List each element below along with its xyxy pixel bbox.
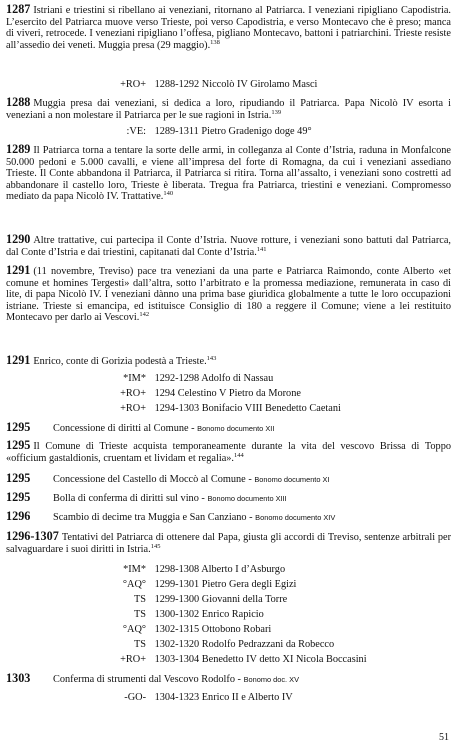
ruler-text: 1294 Celestino V Pietro da Morone (154, 388, 301, 399)
entry-year: 1290 (6, 232, 31, 246)
ruler-text: 1300-1302 Enrico Rapicio (154, 609, 264, 620)
source-ref: Bonomo documento XIII (207, 494, 287, 503)
ruler-mark: +RO+ (120, 388, 146, 399)
ruler-text: 1303-1304 Benedetto IV detto XI Nicola Boccasini (154, 654, 367, 665)
ruler-text: 1302-1320 Rodolfo Pedrazzani da Robecco (154, 639, 335, 650)
entry-text: Tentativi del Patriarca di ottenere dal Papa, giusta gli accordi di Treviso, sentenze arbitrali per salvaguardare i suoi diritti in Istria. (6, 532, 451, 555)
ruler-row (0, 403, 451, 415)
ruler-text: 1298-1308 Alberto I d’Asburgo (154, 564, 286, 575)
entry-text: Scambio di decime tra Muggia e San Canziano (53, 512, 247, 523)
source-ref: Bonomo documento XI (254, 475, 330, 484)
ruler-row (0, 624, 451, 636)
entry-text: (11 novembre, Treviso) pace tra veneziani da una parte e Patriarca Raimondo, conte Alberto «et comune et homines Tergesti» dall’altra, sotto l’arbitrato e la promessa mediazione, remunerata in caso di lite, di papa Nicolò IV. I veneziani dànno una prima base giuridica globalmente a tutte le loro occupazioni istriane. Trieste si emancipa, ed istituisce Consiglio di 180 a reggere il Comune; viene a lei restituito Montecavo per darlo ai Vescovi. (6, 266, 451, 324)
entry-1296: 1296 Scambio di decime tra Muggia e San Canziano - Bonomo documento XIV (6, 509, 336, 523)
entry-1295-vino: 1295 Bolla di conferma di diritti sul vino - Bonomo documento XIII (6, 490, 287, 504)
entry-year: 1295 (6, 420, 31, 434)
ruler-text: 1292-1298 Adolfo di Nassau (154, 373, 274, 384)
ruler-row (0, 126, 451, 138)
entry-1296-1307 (6, 531, 451, 555)
footnote-ref: 139 (271, 108, 282, 116)
entry-1287 (6, 4, 451, 51)
page-number: 51 (439, 732, 449, 743)
source-ref: Bonomo documento XII (197, 424, 275, 433)
ruler-row (0, 564, 451, 576)
entry-text: Bolla di conferma di diritti sul vino (53, 493, 199, 504)
entry-year: 1295 (6, 490, 31, 504)
ruler-mark: +RO+ (120, 654, 146, 665)
entry-text: Il Comune di Trieste acquista temporaneamente durante la vita del vescovo Brissa di Toppo «officium gastaldionis, cruentam et lividam et regalia». (6, 441, 451, 464)
ruler-text: 1304-1323 Enrico II e Alberto IV (154, 692, 293, 703)
ruler-text: 1299-1300 Giovanni della Torre (154, 594, 288, 605)
entry-year: 1303 (6, 671, 31, 685)
ruler-row (0, 373, 451, 385)
footnote-ref: 144 (234, 451, 244, 459)
entry-year: 1295 (6, 471, 31, 485)
ruler-mark: +RO+ (120, 403, 146, 414)
entry-text: Il Patriarca torna a tentare la sorte delle armi, in colleganza al Conte d’Istria, raduna in Monfalcone 50.000 pedoni e 5.000 cavalli, e viene all’impresa del forte di Romagna, da cui i veneziani assediano Trieste. Il Conte abbandona il Patriarca, il Patriarca si ritira. Torna all’assalto, i veneziani sono costretti ad abbandonare il castello loro, Trieste è liberata. Tregua fra Patriarca, triestini e veneziani. Compromesso mediato da papa Nicolò IV. Trattative. (6, 145, 451, 203)
entry-1295-concessione: 1295 Concessione di diritti al Comune - Bonomo documento XII (6, 420, 275, 434)
entry-text: Enrico, conte di Gorizia podestà a Trieste. (33, 356, 207, 367)
ruler-mark: TS (133, 594, 146, 605)
entry-year: 1289 (6, 142, 31, 156)
ruler-row (0, 654, 451, 666)
entry-year: 1288 (6, 95, 31, 109)
ruler-mark: °AQ° (122, 579, 146, 590)
entry-1289 (6, 144, 451, 203)
source-ref: Bonomo documento XIV (255, 513, 336, 522)
ruler-mark: *IM* (123, 373, 146, 384)
ruler-row (0, 609, 451, 621)
entry-text: Conferma di strumenti dal Vescovo Rodolfo (53, 674, 235, 685)
entry-year: 1291 (6, 263, 31, 277)
entry-text: Concessione del Castello di Moccò al Comune (53, 474, 246, 485)
ruler-row (0, 594, 451, 606)
footnote-ref: 138 (210, 38, 220, 46)
source-ref: Bonomo doc. XV (243, 675, 300, 684)
entry-year: 1287 (6, 2, 31, 16)
ruler-mark: °AQ° (122, 624, 146, 635)
footnote-ref: 143 (206, 355, 217, 362)
entry-year: 1291 (6, 353, 31, 367)
ruler-row (0, 79, 451, 91)
entry-1295-mocco: 1295 Concessione del Castello di Moccò al Comune - Bonomo documento XI (6, 471, 330, 485)
ruler-text: 1302-1315 Ottobono Robari (154, 624, 272, 635)
ruler-text: 1288-1292 Niccolò IV Girolamo Masci (154, 79, 318, 90)
ruler-mark: :VE: (126, 126, 146, 137)
entry-text: Altre trattative, cui partecipa il Conte d’Istria. Nuove rotture, i veneziani sono battuti dal Patriarca, dal Conte d’Istria e dai triestini, capitanati dal Conte d’Istria. (6, 235, 451, 258)
entry-1288 (6, 97, 451, 121)
entry-1303: 1303 Conferma di strumenti dal Vescovo Rodolfo - Bonomo doc. XV (6, 671, 300, 685)
entry-1290 (6, 234, 451, 258)
ruler-row (0, 388, 451, 400)
ruler-mark: -GO- (124, 692, 146, 703)
ruler-text: 1294-1303 Bonifacio VIII Benedetto Caetani (154, 403, 341, 414)
entry-1291-podesta (6, 355, 451, 368)
ruler-row (0, 639, 451, 651)
entry-text: Istriani e triestini si ribellano ai veneziani, ritornano al Patriarca. I veneziani ripigliano Capodistria. L’esercito del Patriarca muove verso Trieste, poi verso Capodistria, e verso Montecavo che è preso; manca di viveri, retrocede. I veneziani ripigliano l’offesa, pigliano Montecavo, battoni i patriarchini. Trieste resiste all’assedio dei veneti. Muggia presa (29 maggio). (6, 5, 451, 51)
entry-year: 1295 (6, 438, 31, 452)
entry-text: Concessione di diritti al Comune (53, 423, 189, 434)
ruler-row (0, 579, 451, 591)
footnote-ref: 141 (256, 245, 267, 253)
footnote-ref: 142 (139, 311, 150, 319)
ruler-mark: *IM* (123, 564, 146, 575)
ruler-mark: TS (133, 609, 146, 620)
footnote-ref: 145 (150, 542, 161, 550)
ruler-text: 1289-1311 Pietro Gradenigo doge 49° (154, 126, 312, 137)
ruler-row (0, 692, 451, 704)
ruler-mark: +RO+ (120, 79, 146, 90)
entry-1291 (6, 265, 451, 324)
ruler-text: 1299-1301 Pietro Gera degli Egizi (154, 579, 297, 590)
entry-1295-comune (6, 440, 451, 464)
entry-year: 1296 (6, 509, 31, 523)
entry-year: 1296-1307 (6, 529, 59, 543)
footnote-ref: 140 (163, 190, 174, 198)
ruler-mark: TS (133, 639, 146, 650)
entry-text: Muggia presa dai veneziani, si dedica a loro, ripudiando il Patriarca. Papa Nicolò IV esorta i veneziani a non molestare il Patriarca per le sue ragioni in Istria. (6, 98, 451, 121)
